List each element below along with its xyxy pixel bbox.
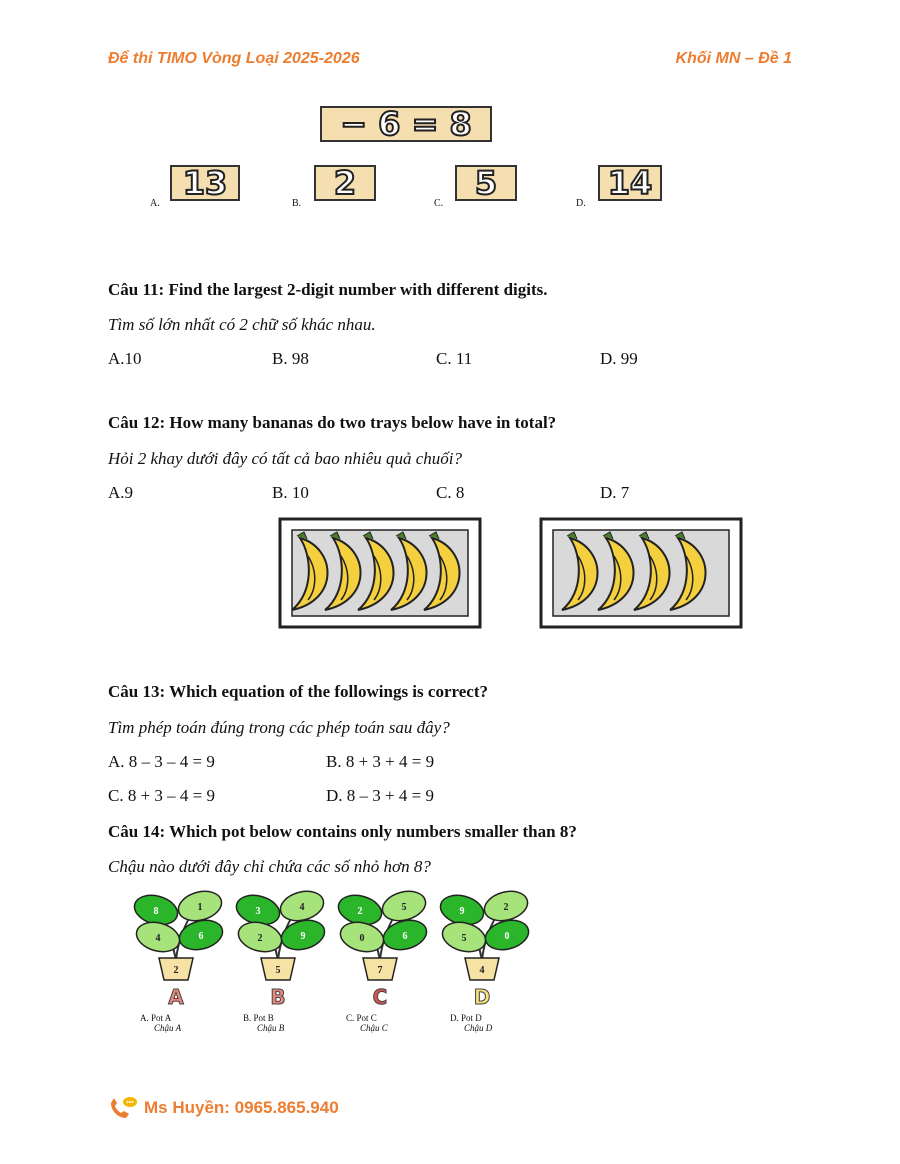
q10-option-d-letter: D. xyxy=(576,198,586,209)
q10-option-b-value: 2 xyxy=(333,164,357,202)
pot-letter: B xyxy=(270,985,286,1009)
q10-option-c-value: 5 xyxy=(474,164,498,202)
pot-c[interactable] xyxy=(335,887,430,1009)
pot-b[interactable] xyxy=(233,887,328,1009)
pot-a-label[interactable] xyxy=(140,1013,181,1033)
pot-c-label-text: C. Pot C xyxy=(346,1013,377,1023)
q13-option-c[interactable]: C. 8 + 3 – 4 = 9 xyxy=(108,786,216,805)
leaf xyxy=(481,887,531,925)
header-grade: Khối MN – Đề 1 xyxy=(675,50,792,67)
q14-title: Câu 14: Which pot below contains only numbers smaller than 8? xyxy=(108,822,577,841)
pot-b-label-text: B. Pot B xyxy=(243,1013,274,1023)
q13-option-b[interactable]: B. 8 + 3 + 4 = 9 xyxy=(326,752,435,771)
q11-option-b[interactable]: B. 98 xyxy=(272,349,309,368)
q10-option-b-letter: B. xyxy=(292,198,302,209)
leaf-number: 3 xyxy=(255,906,261,917)
q10-option-a-value: 13 xyxy=(182,164,228,202)
leaf-number: 2 xyxy=(257,933,263,944)
pot-number: 4 xyxy=(479,965,485,976)
leaf-number: 1 xyxy=(197,902,203,913)
leaf-number: 2 xyxy=(503,902,509,913)
q12-title: Câu 12: How many bananas do two trays below have in total? xyxy=(108,413,557,432)
leaf xyxy=(439,918,489,956)
q13-vi: Tìm phép toán đúng trong các phép toán sau đây? xyxy=(108,718,450,737)
header-title: Để thi TIMO Vòng Loại 2025-2026 xyxy=(108,50,360,67)
leaf xyxy=(379,887,429,925)
q12-option-b[interactable]: B. 10 xyxy=(272,483,309,502)
leaf-number: 2 xyxy=(357,906,363,917)
pot-c-label-vi: Chậu C xyxy=(360,1023,388,1033)
leaf xyxy=(235,918,285,956)
footer-contact-text: Ms Huyền: 0965.865.940 xyxy=(144,1098,339,1117)
leaf xyxy=(176,916,226,954)
q12-vi: Hỏi 2 khay dưới đây có tất cả bao nhiêu quả chuối? xyxy=(108,449,463,468)
leaf-number: 8 xyxy=(153,906,159,917)
q12-option-c[interactable]: C. 8 xyxy=(436,483,465,502)
q10-option-a-letter: A. xyxy=(150,198,160,209)
leaf xyxy=(278,916,328,954)
leaf xyxy=(277,887,327,925)
q10-option-c-letter: C. xyxy=(434,198,444,209)
leaf xyxy=(175,887,225,925)
pot-number: 5 xyxy=(275,965,281,976)
pot-a-label-vi: Chậu A xyxy=(154,1023,182,1033)
pot-d-label-vi: Chậu D xyxy=(464,1023,493,1033)
q14-vi: Chậu nào dưới đây chỉ chứa các số nhỏ hơn 8? xyxy=(108,857,431,876)
leaf-number: 5 xyxy=(401,902,407,913)
leaf-number: 6 xyxy=(198,931,204,942)
q13-title: Câu 13: Which equation of the followings is correct? xyxy=(108,682,488,701)
pot-d[interactable] xyxy=(437,887,532,1009)
leaf-number: 4 xyxy=(299,902,305,913)
q11-title: Câu 11: Find the largest 2-digit number with different digits. xyxy=(108,280,548,299)
leaf xyxy=(482,916,532,954)
q11-option-a[interactable]: A.10 xyxy=(108,349,142,368)
q13-option-d[interactable]: D. 8 – 3 + 4 = 9 xyxy=(326,786,434,805)
pot-letter: A xyxy=(168,985,184,1009)
q10-option-d-value: 14 xyxy=(607,164,653,202)
q11-option-d[interactable]: D. 99 xyxy=(600,349,638,368)
leaf-number: 0 xyxy=(504,931,510,942)
equation-text: − 6 = 8 xyxy=(340,105,472,143)
pot-b-label[interactable] xyxy=(243,1013,284,1033)
pot-d-label[interactable] xyxy=(450,1013,492,1033)
pot-a-label-text: A. Pot A xyxy=(140,1013,172,1023)
leaf-number: 0 xyxy=(359,933,365,944)
pot-d-label-text: D. Pot D xyxy=(450,1013,482,1023)
leaf xyxy=(133,918,183,956)
pot-a[interactable] xyxy=(131,887,226,1009)
pot-b-label-vi: Chậu B xyxy=(257,1023,285,1033)
leaf-number: 6 xyxy=(402,931,408,942)
pot-c-label[interactable] xyxy=(346,1013,388,1033)
q11-option-c[interactable]: C. 11 xyxy=(436,349,473,368)
footer-contact xyxy=(108,1095,339,1121)
q12-option-a[interactable]: A.9 xyxy=(108,483,134,502)
leaf-number: 9 xyxy=(459,906,465,917)
phone-icon xyxy=(108,1095,138,1121)
pot-number: 7 xyxy=(377,965,383,976)
pot-letter: D xyxy=(473,985,491,1009)
q13-option-a[interactable]: A. 8 – 3 – 4 = 9 xyxy=(108,752,215,771)
q12-option-d[interactable]: D. 7 xyxy=(600,483,630,502)
leaf-number: 5 xyxy=(461,933,467,944)
leaf xyxy=(337,918,387,956)
leaf-number: 9 xyxy=(300,931,306,942)
q11-vi: Tìm số lớn nhất có 2 chữ số khác nhau. xyxy=(108,315,376,334)
pot-number: 2 xyxy=(173,965,179,976)
leaf-number: 4 xyxy=(155,933,161,944)
pot-letter: C xyxy=(372,985,388,1009)
leaf xyxy=(380,916,430,954)
